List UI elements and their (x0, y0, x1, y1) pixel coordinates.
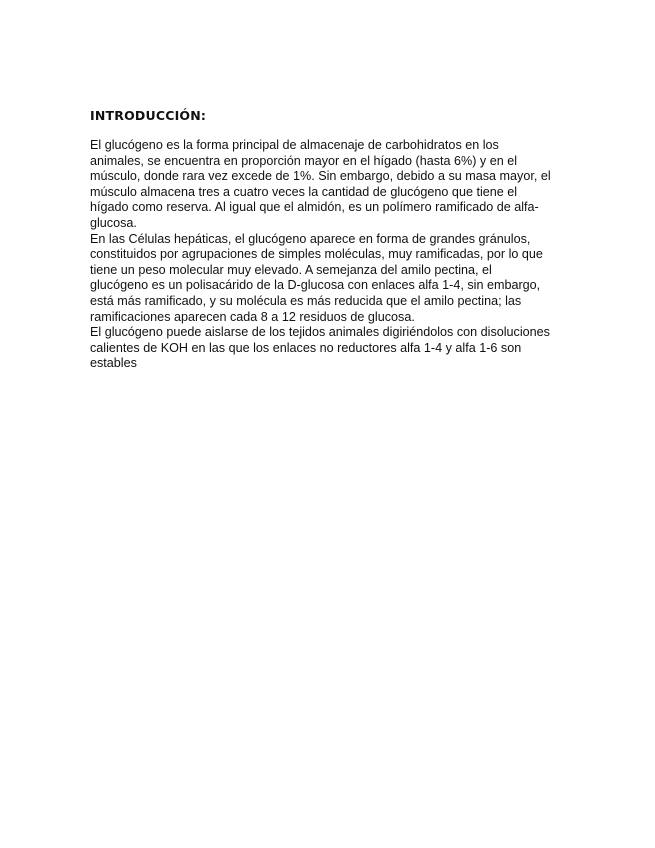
text-line: tiene un peso molecular muy elevado. A semejanza del amilo pectina, el (90, 262, 492, 277)
body-paragraphs (90, 138, 570, 372)
text-line: glucógeno es un polisacárido de la D-glucosa con enlaces alfa 1-4, sin embargo, (90, 278, 541, 293)
text-line: constituidos por agrupaciones de simples moléculas, muy ramificadas, por lo que (90, 247, 543, 262)
text-line: En las Células hepáticas, el glucógeno aparece en forma de grandes gránulos, (90, 231, 531, 246)
text-line: El glucógeno puede aislarse de los tejidos animales digiriéndolos con disoluciones (90, 325, 550, 340)
text-line: ramificaciones aparecen cada 8 a 12 residuos de glucosa. (90, 309, 415, 324)
text-line: músculo, donde rara vez excede de 1%. Sin embargo, debido a su masa mayor, el (90, 169, 551, 184)
section-heading: INTRODUCCIÓN: (90, 108, 207, 123)
text-line: El glucógeno es la forma principal de almacenaje de carbohidratos en los (90, 138, 499, 152)
text-line: músculo almacena tres a cuatro veces la cantidad de glucógeno que tiene el (90, 184, 518, 199)
text-line: glucosa. (90, 215, 137, 230)
text-line: hígado como reserva. Al igual que el almidón, es un polímero ramificado de alfa- (90, 200, 539, 215)
text-line: está más ramificado, y su molécula es más reducida que el amilo pectina; las (90, 293, 522, 308)
text-line: animales, se encuentra en proporción mayor en el hígado (hasta 6%) y en el (90, 153, 518, 168)
text-line: calientes de KOH en las que los enlaces no reductores alfa 1-4 y alfa 1-6 son (90, 340, 522, 355)
text-line: estables (90, 356, 137, 371)
